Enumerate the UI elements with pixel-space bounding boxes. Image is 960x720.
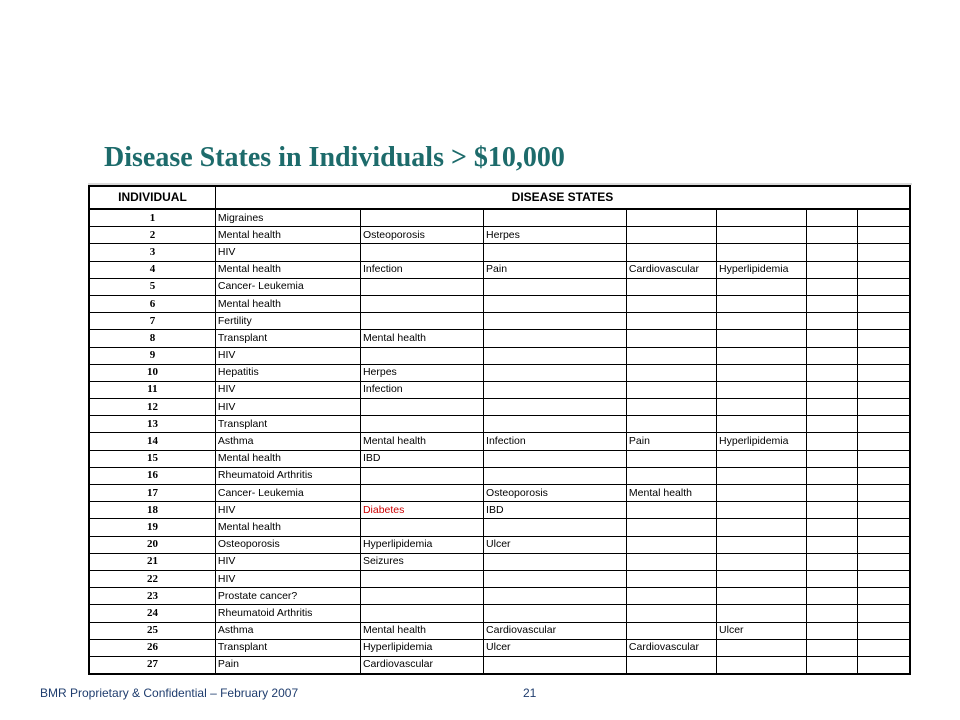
disease-cell (807, 227, 858, 244)
table-row (89, 244, 910, 261)
disease-cell (857, 381, 910, 398)
disease-cell: Hyperlipidemia (717, 261, 807, 278)
disease-cell: Infection (360, 381, 483, 398)
table-row (89, 605, 910, 622)
disease-cell (807, 381, 858, 398)
individual-number: 22 (89, 570, 215, 587)
disease-cell (484, 416, 627, 433)
disease-cell: Osteoporosis (484, 485, 627, 502)
disease-cell (857, 433, 910, 450)
disease-cell (807, 570, 858, 587)
disease-cell (484, 278, 627, 295)
disease-cell (360, 313, 483, 330)
disease-cell (626, 381, 716, 398)
table-row (89, 381, 910, 398)
individual-number: 1 (89, 209, 215, 227)
disease-cell (857, 313, 910, 330)
disease-cell (807, 450, 858, 467)
disease-cell (717, 467, 807, 484)
disease-cell (807, 313, 858, 330)
individual-number: 23 (89, 588, 215, 605)
disease-cell (626, 416, 716, 433)
individual-number: 8 (89, 330, 215, 347)
disease-cell: Transplant (215, 330, 360, 347)
table-row (89, 347, 910, 364)
disease-cell: Hyperlipidemia (717, 433, 807, 450)
disease-cell (857, 278, 910, 295)
disease-cell (857, 261, 910, 278)
disease-cell (626, 570, 716, 587)
disease-cell (717, 639, 807, 656)
disease-cell (717, 605, 807, 622)
disease-cell (857, 536, 910, 553)
disease-cell: Mental health (215, 227, 360, 244)
disease-cell: Osteoporosis (215, 536, 360, 553)
disease-cell (626, 588, 716, 605)
disease-cell: Mental health (215, 295, 360, 312)
disease-cell (857, 295, 910, 312)
table-body (89, 209, 910, 674)
disease-cell (857, 450, 910, 467)
disease-cell: Pain (626, 433, 716, 450)
disease-cell: Mental health (626, 485, 716, 502)
disease-cell (807, 656, 858, 674)
disease-cell (717, 536, 807, 553)
disease-cell (626, 536, 716, 553)
disease-cell (360, 209, 483, 227)
disease-cell (626, 502, 716, 519)
table-row (89, 467, 910, 484)
disease-cell (717, 553, 807, 570)
table-row (89, 519, 910, 536)
disease-cell (807, 330, 858, 347)
disease-cell (484, 450, 627, 467)
disease-cell (857, 570, 910, 587)
individual-number: 12 (89, 399, 215, 416)
disease-cell (360, 347, 483, 364)
disease-cell (807, 364, 858, 381)
individual-number: 20 (89, 536, 215, 553)
disease-cell (626, 278, 716, 295)
table-row (89, 227, 910, 244)
disease-cell (857, 553, 910, 570)
individual-number: 7 (89, 313, 215, 330)
table-row (89, 485, 910, 502)
disease-cell: Transplant (215, 639, 360, 656)
disease-cell: Mental health (360, 622, 483, 639)
disease-cell: HIV (215, 381, 360, 398)
disease-cell (857, 622, 910, 639)
disease-cell: Osteoporosis (360, 227, 483, 244)
disease-cell: Seizures (360, 553, 483, 570)
table-row (89, 433, 910, 450)
disease-cell (717, 570, 807, 587)
disease-cell: Cardiovascular (626, 639, 716, 656)
disease-cell (360, 295, 483, 312)
disease-cell (484, 364, 627, 381)
disease-cell (857, 588, 910, 605)
disease-cell (807, 485, 858, 502)
disease-cell (807, 295, 858, 312)
disease-cell (626, 622, 716, 639)
disease-cell (360, 467, 483, 484)
table-row (89, 656, 910, 674)
disease-cell (717, 519, 807, 536)
disease-cell (807, 519, 858, 536)
disease-cell (484, 553, 627, 570)
disease-cell (857, 209, 910, 227)
disease-cell (484, 209, 627, 227)
disease-cell: Cardiovascular (484, 622, 627, 639)
disease-cell: Hyperlipidemia (360, 639, 483, 656)
individual-number: 24 (89, 605, 215, 622)
disease-cell (484, 313, 627, 330)
disease-cell (807, 399, 858, 416)
disease-cell (626, 467, 716, 484)
disease-cell (626, 209, 716, 227)
disease-cell (484, 570, 627, 587)
disease-cell (857, 467, 910, 484)
disease-cell (717, 295, 807, 312)
disease-cell (717, 209, 807, 227)
disease-cell: IBD (484, 502, 627, 519)
disease-cell (626, 313, 716, 330)
individual-number: 10 (89, 364, 215, 381)
disease-cell (807, 639, 858, 656)
disease-cell (807, 244, 858, 261)
disease-cell (484, 519, 627, 536)
disease-cell: Transplant (215, 416, 360, 433)
individual-number: 19 (89, 519, 215, 536)
disease-cell (807, 622, 858, 639)
table-row (89, 399, 910, 416)
disease-cell: Prostate cancer? (215, 588, 360, 605)
disease-cell: Asthma (215, 622, 360, 639)
disease-cell (626, 450, 716, 467)
disease-cell: Cancer- Leukemia (215, 278, 360, 295)
disease-cell (857, 519, 910, 536)
disease-cell (484, 399, 627, 416)
individual-number: 9 (89, 347, 215, 364)
disease-cell (807, 536, 858, 553)
table-row (89, 450, 910, 467)
disease-cell (484, 588, 627, 605)
disease-cell (360, 485, 483, 502)
disease-cell (484, 330, 627, 347)
disease-cell (717, 485, 807, 502)
disease-cell (717, 381, 807, 398)
disease-cell (626, 244, 716, 261)
individual-number: 16 (89, 467, 215, 484)
disease-cell: HIV (215, 347, 360, 364)
disease-cell (857, 227, 910, 244)
disease-cell (717, 364, 807, 381)
disease-cell (857, 639, 910, 656)
individual-number: 13 (89, 416, 215, 433)
disease-cell (360, 399, 483, 416)
disease-cell: HIV (215, 553, 360, 570)
table-header-row (89, 186, 910, 209)
individual-number: 14 (89, 433, 215, 450)
individual-number: 17 (89, 485, 215, 502)
disease-cell (807, 416, 858, 433)
disease-cell (626, 399, 716, 416)
disease-cell (717, 450, 807, 467)
disease-cell (360, 588, 483, 605)
disease-cell (807, 347, 858, 364)
disease-cell (717, 502, 807, 519)
disease-cell (717, 313, 807, 330)
individual-number: 3 (89, 244, 215, 261)
disease-cell: HIV (215, 502, 360, 519)
disease-cell: Pain (215, 656, 360, 674)
disease-cell: Mental health (215, 519, 360, 536)
disease-cell (807, 261, 858, 278)
disease-cell: Diabetes (360, 502, 483, 519)
disease-cell (717, 278, 807, 295)
disease-cell: Infection (484, 433, 627, 450)
disease-cell (807, 467, 858, 484)
disease-cell (717, 244, 807, 261)
disease-cell (857, 656, 910, 674)
disease-cell (807, 588, 858, 605)
disease-cell: Pain (484, 261, 627, 278)
table-row (89, 261, 910, 278)
disease-cell (626, 656, 716, 674)
table-row (89, 364, 910, 381)
table-row (89, 209, 910, 227)
table-row (89, 588, 910, 605)
disease-cell (717, 416, 807, 433)
disease-cell (857, 502, 910, 519)
disease-cell: Mental health (215, 450, 360, 467)
disease-cell: Mental health (360, 330, 483, 347)
disease-cell (717, 227, 807, 244)
disease-cell (484, 467, 627, 484)
individual-number: 11 (89, 381, 215, 398)
disease-cell (857, 330, 910, 347)
disease-cell (857, 347, 910, 364)
disease-cell: Ulcer (484, 536, 627, 553)
disease-cell: Rheumatoid Arthritis (215, 605, 360, 622)
individual-number: 5 (89, 278, 215, 295)
disease-cell (626, 364, 716, 381)
disease-cell (717, 347, 807, 364)
disease-cell (360, 605, 483, 622)
disease-cell: Infection (360, 261, 483, 278)
disease-cell: HIV (215, 399, 360, 416)
disease-cell: Rheumatoid Arthritis (215, 467, 360, 484)
disease-cell (484, 244, 627, 261)
disease-cell: Ulcer (484, 639, 627, 656)
disease-cell (857, 416, 910, 433)
disease-cell: Ulcer (717, 622, 807, 639)
disease-states-table (88, 185, 911, 675)
disease-cell (717, 399, 807, 416)
table-row (89, 278, 910, 295)
individual-number: 4 (89, 261, 215, 278)
individual-number: 6 (89, 295, 215, 312)
disease-cell: Herpes (360, 364, 483, 381)
disease-cell (857, 485, 910, 502)
disease-cell (626, 330, 716, 347)
disease-table-container (88, 185, 911, 675)
disease-cell (626, 227, 716, 244)
disease-cell (857, 364, 910, 381)
disease-cell: Herpes (484, 227, 627, 244)
table-row (89, 295, 910, 312)
table-row (89, 416, 910, 433)
disease-cell (360, 416, 483, 433)
header-disease-states: DISEASE STATES (215, 186, 910, 209)
disease-cell (484, 605, 627, 622)
table-row (89, 639, 910, 656)
table-row (89, 553, 910, 570)
disease-cell (807, 553, 858, 570)
disease-cell (857, 244, 910, 261)
disease-cell (717, 588, 807, 605)
disease-cell: Hepatitis (215, 364, 360, 381)
disease-cell (360, 570, 483, 587)
disease-cell (717, 656, 807, 674)
individual-number: 25 (89, 622, 215, 639)
disease-cell (484, 656, 627, 674)
disease-cell (626, 295, 716, 312)
disease-cell (807, 502, 858, 519)
disease-cell (807, 605, 858, 622)
disease-cell: Mental health (360, 433, 483, 450)
table-row (89, 313, 910, 330)
header-individual: INDIVIDUAL (89, 186, 215, 209)
disease-cell (807, 278, 858, 295)
table-row (89, 570, 910, 587)
individual-number: 15 (89, 450, 215, 467)
individual-number: 18 (89, 502, 215, 519)
disease-cell: HIV (215, 244, 360, 261)
disease-cell: Cancer- Leukemia (215, 485, 360, 502)
disease-cell (360, 519, 483, 536)
individual-number: 2 (89, 227, 215, 244)
disease-cell: IBD (360, 450, 483, 467)
individual-number: 21 (89, 553, 215, 570)
disease-cell (484, 295, 627, 312)
disease-cell: Cardiovascular (360, 656, 483, 674)
disease-cell: Asthma (215, 433, 360, 450)
page-number: 21 (523, 686, 537, 700)
table-row (89, 502, 910, 519)
disease-cell (626, 605, 716, 622)
individual-number: 26 (89, 639, 215, 656)
disease-cell (807, 433, 858, 450)
disease-cell (626, 347, 716, 364)
disease-cell (717, 330, 807, 347)
table-row (89, 622, 910, 639)
disease-cell (484, 381, 627, 398)
disease-cell (857, 605, 910, 622)
disease-cell (807, 209, 858, 227)
disease-cell (626, 519, 716, 536)
disease-cell: Migraines (215, 209, 360, 227)
disease-cell: Cardiovascular (626, 261, 716, 278)
disease-cell: Fertility (215, 313, 360, 330)
table-row (89, 536, 910, 553)
disease-cell: Mental health (215, 261, 360, 278)
disease-cell (360, 244, 483, 261)
disease-cell: HIV (215, 570, 360, 587)
disease-cell (857, 399, 910, 416)
table-row (89, 330, 910, 347)
disease-cell (484, 347, 627, 364)
individual-number: 27 (89, 656, 215, 674)
footer-text: BMR Proprietary & Confidential – February 2007 (40, 686, 299, 700)
slide-title: Disease States in Individuals > $10,000 (104, 142, 565, 173)
disease-cell (360, 278, 483, 295)
disease-cell (626, 553, 716, 570)
disease-cell: Hyperlipidemia (360, 536, 483, 553)
